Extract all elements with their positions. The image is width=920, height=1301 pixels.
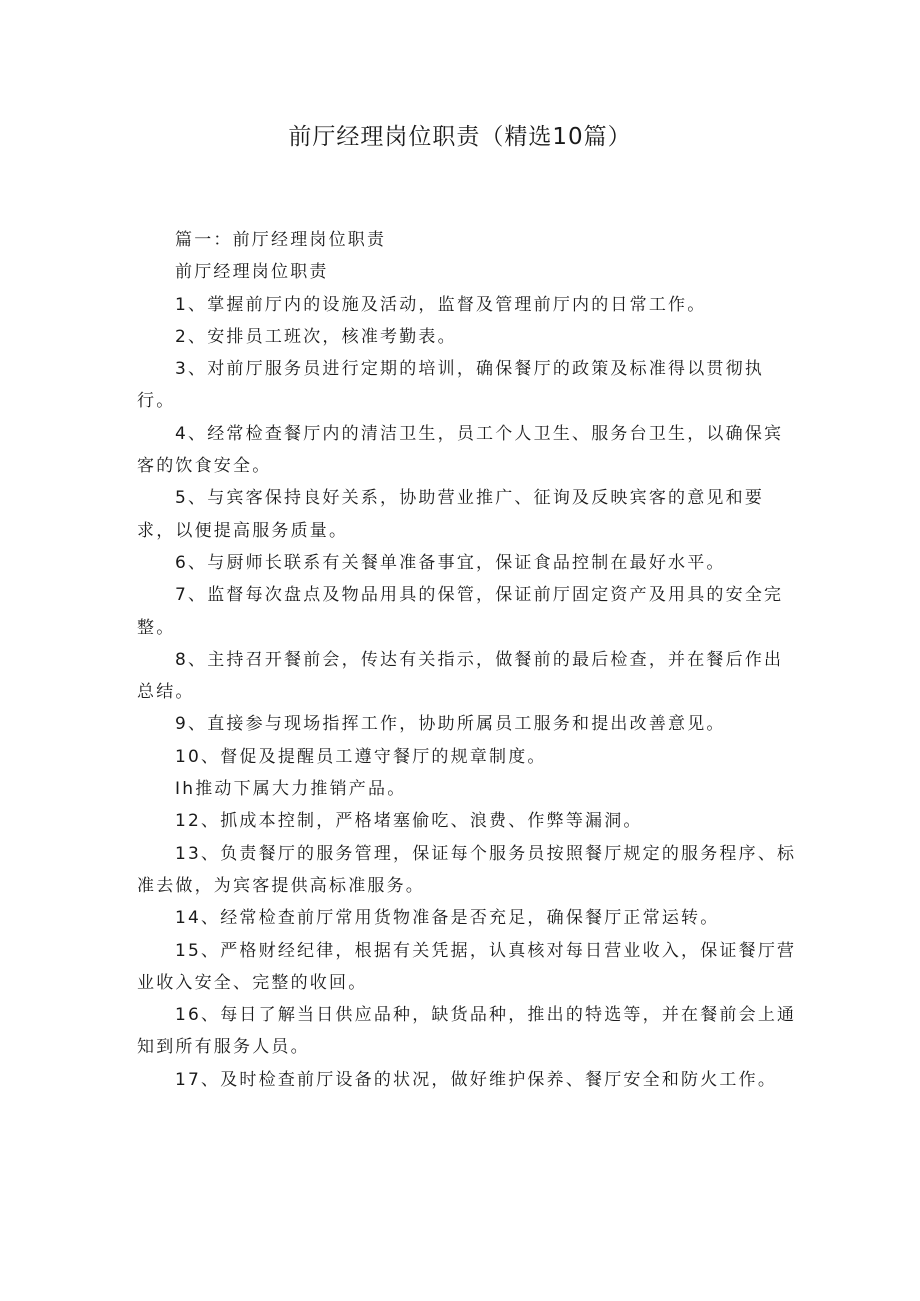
duty-item-16: 16、每日了解当日供应品种，缺货品种，推出的特选等，并在餐前会上通知到所有服务人员。 — [137, 1005, 797, 1058]
duty-item-1: 1、掌握前厅内的设施及活动，监督及管理前厅内的日常工作。 — [175, 294, 707, 315]
duty-item-4: 4、经常检查餐厅内的清洁卫生，员工个人卫生、服务台卫生，以确保宾客的饮食安全。 — [137, 423, 784, 477]
section-heading: 篇一：前厅经理岗位职责 — [175, 230, 387, 250]
duty-item-13: 13、负责餐厅的服务管理，保证每个服务员按照餐厅规定的服务程序、标准去做，为宾客提供高标准服务。 — [137, 843, 797, 896]
document-body — [137, 224, 797, 1096]
duty-item-10: 10、督促及提醒员工遵守餐厅的规章制度。 — [175, 746, 547, 767]
duty-item-8: 8、主持召开餐前会，传达有关指示，做餐前的最后检查，并在餐后作出总结。 — [137, 649, 784, 703]
duty-item-2: 2、安排员工班次，核准考勤表。 — [175, 326, 457, 347]
document-title: 前厅经理岗位职责（精选10篇） — [288, 124, 632, 150]
duty-item-3: 3、对前厅服务员进行定期的培训，确保餐厅的政策及标准得以贯彻执行。 — [137, 359, 765, 412]
duty-item-6: 6、与厨师长联系有关餐单准备事宜，保证食品控制在最好水平。 — [175, 552, 726, 573]
duty-item-5: 5、与宾客保持良好关系，协助营业推广、征询及反映宾客的意见和要求，以便提高服务质量。 — [137, 488, 765, 541]
duty-item-9: 9、直接参与现场指挥工作，协助所属员工服务和提出改善意见。 — [175, 714, 726, 735]
subsection-heading: 前厅经理岗位职责 — [175, 262, 329, 283]
duty-item-17: 17、及时检查前厅设备的状况，做好维护保养、餐厅安全和防火工作。 — [175, 1069, 778, 1090]
duty-item-7: 7、监督每次盘点及物品用具的保管，保证前厅固定资产及用具的安全完整。 — [137, 585, 784, 638]
duty-item-15: 15、严格财经纪律，根据有关凭据，认真核对每日营业收入，保证餐厅营业收入安全、完整的收回。 — [137, 940, 797, 993]
duty-item-11: Ih推动下属大力推销产品。 — [175, 779, 407, 800]
duty-item-14: 14、经常检查前厅常用货物准备是否充足，确保餐厅正常运转。 — [175, 908, 720, 929]
duty-item-12: 12、抓成本控制，严格堵塞偷吃、浪费、作弊等漏洞。 — [175, 811, 643, 832]
